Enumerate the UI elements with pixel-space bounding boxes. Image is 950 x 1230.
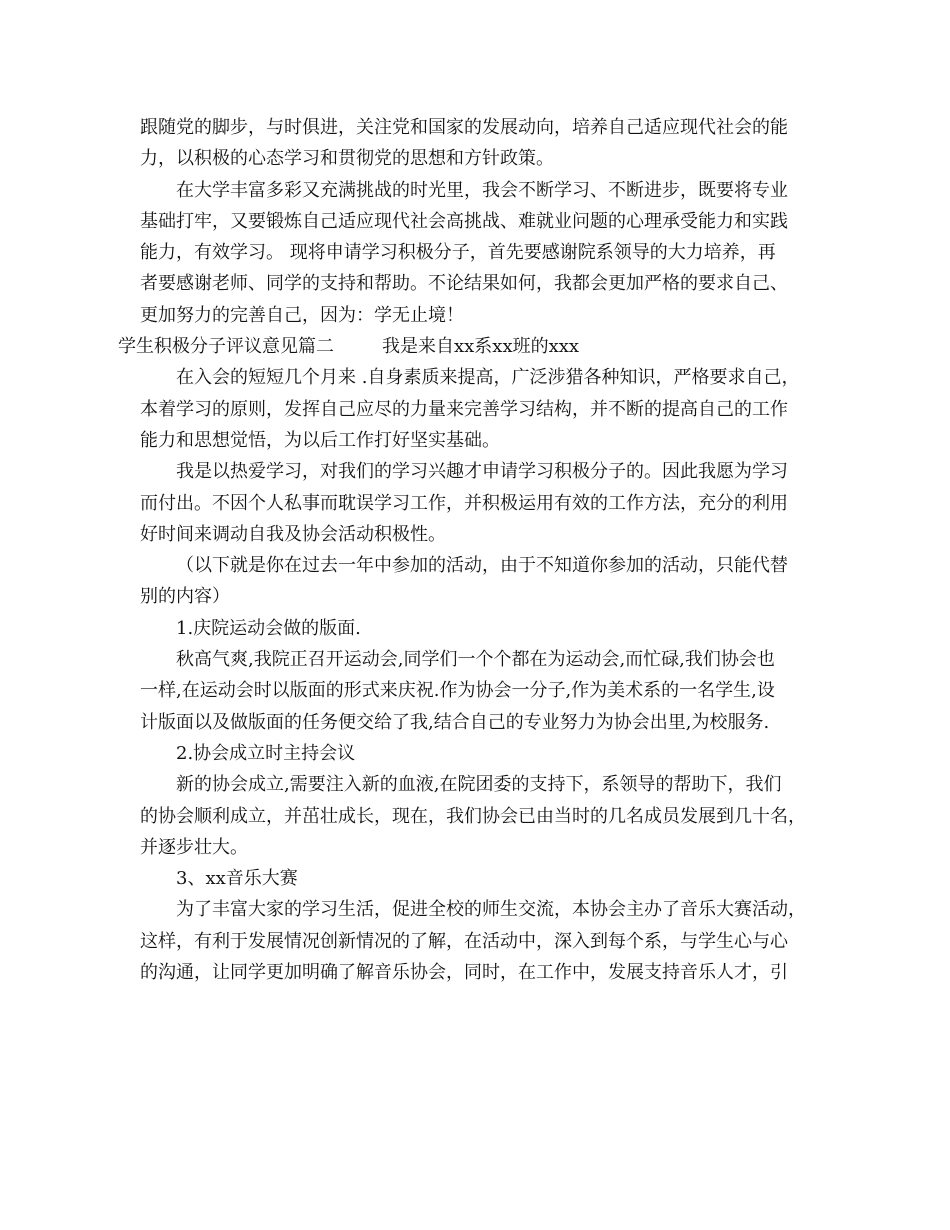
paragraph-start: 我是以热爱学习，对我们的学习兴趣才申请学习积极分子的。因此我愿为学习 (176, 461, 788, 483)
section-heading (118, 331, 830, 362)
text-line: 并逐步壮大。 (140, 836, 248, 858)
section-subtitle: 我是来自xx系xx班的xxx (382, 336, 580, 358)
paragraph-start: 秋高气爽,我院正召开运动会,同学们一个个都在为运动会,而忙碌,我们协会也 (176, 649, 775, 671)
text-line: 一样,在运动会时以版面的形式来庆祝.作为协会一分子,作为美术系的一名学生,设 (140, 680, 775, 702)
paragraph-start: 在入会的短短几个月来 .自身素质来提高，广泛涉猎各种知识，严格要求自己， (176, 367, 800, 389)
list-item-heading: 3、xx音乐大赛 (176, 868, 298, 890)
list-item-heading: 1.庆院运动会做的版面. (176, 617, 361, 639)
text-line: 更加努力的完善自己，因为：学无止境！ (140, 304, 464, 326)
text-line: 这样，有利于发展情况创新情况的了解，在活动中，深入到每个系，与学生心与心 (140, 930, 788, 952)
text-line: 基础打牢，又要锻炼自己适应现代社会高挑战、难就业问题的心理承受能力和实践 (140, 210, 788, 232)
paragraph-start: 在大学丰富多彩又充满挑战的时光里，我会不断学习、不断进步，既要将专业 (176, 179, 788, 201)
text-line: 能力，有效学习。 现将申请学习积极分子，首先要感谢院系领导的大力培养，再 (140, 242, 776, 264)
text-line: 别的内容） (140, 586, 230, 608)
text-line: 的协会顺利成立，并茁壮成长，现在，我们协会已由当时的几名成员发展到几十名， (140, 805, 806, 827)
text-line: 跟随党的脚步，与时俱进，关注党和国家的发展动向，培养自己适应现代社会的能 (140, 117, 788, 138)
text-line: 力，以积极的心态学习和贯彻党的思想和方针政策。 (140, 148, 554, 170)
list-item-heading: 2.协会成立时主持会议 (176, 742, 356, 764)
text-line: 计版面以及做版面的任务便交给了我,结合自己的专业努力为协会出里,为校服务. (140, 711, 770, 733)
text-line: 本着学习的原则，发挥自己应尽的力量来完善学习结构，并不断的提高自己的工作 (140, 398, 788, 420)
text-line: 好时间来调动自我及协会活动积极性。 (140, 523, 446, 545)
text-line: 者要感谢老师、同学的支持和帮助。不论结果如何，我都会更加严格的要求自己、 (140, 273, 788, 295)
section-title: 学生积极分子评议意见篇二 (118, 336, 334, 358)
paragraph-start: 为了丰富大家的学习生活，促进全校的师生交流，本协会主办了音乐大赛活动， (176, 899, 806, 921)
text-line: 的沟通，让同学更加明确了解音乐协会，同时，在工作中，发展支持音乐人才，引 (140, 962, 788, 984)
paragraph-start: 新的协会成立,需要注入新的血液,在院团委的支持下，系领导的帮助下，我们 (176, 774, 782, 796)
text-line: 能力和思想觉悟，为以后工作打好坚实基础。 (140, 429, 500, 451)
text-line: 而付出。不因个人私事而耽误学习工作，并积极运用有效的工作方法，充分的利用 (140, 492, 788, 514)
paragraph-start: （以下就是你在过去一年中参加的活动，由于不知道你参加的活动，只能代替 (176, 555, 788, 577)
